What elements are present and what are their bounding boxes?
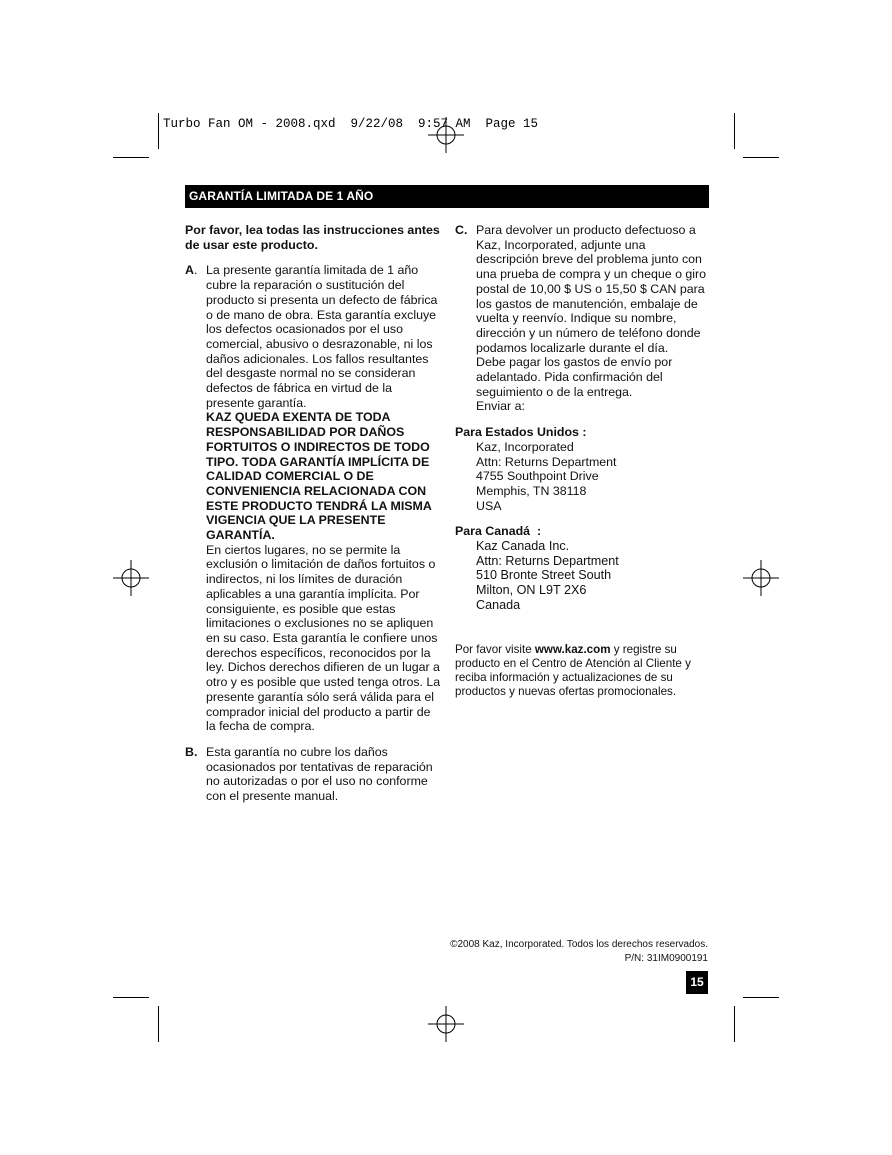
registration-mark-icon — [428, 1006, 464, 1042]
us-address-heading: Para Estados Unidos : — [455, 425, 587, 440]
item-letter: C. — [455, 223, 468, 237]
us-address — [455, 440, 711, 514]
warranty-item-b — [185, 745, 441, 804]
slug-line: Turbo Fan OM - 2008.qxd 9/22/08 9:57 AM Page 15 — [163, 117, 539, 131]
registration-mark-icon — [428, 117, 464, 153]
register-notice: Por favor visite www.kaz.com y registre su producto en el Centro de Atención al Cliente y reciba información y actualizaciones de su productos y nuevas ofertas promocionales. — [455, 642, 691, 699]
address-line: 510 Bronte Street South — [476, 568, 612, 583]
registration-mark-icon — [113, 560, 149, 596]
crop-mark — [743, 157, 779, 158]
crop-mark — [158, 113, 159, 149]
crop-mark — [113, 157, 149, 158]
warranty-item-c — [455, 223, 711, 414]
address-line: Kaz, Incorporated — [476, 439, 574, 454]
item-letter: A. — [185, 263, 198, 278]
section-title: GARANTÍA LIMITADA DE 1 AÑO — [185, 185, 709, 208]
item-c-text: Para devolver un producto defectuoso a Kaz, Incorporated, adjunte una descripción breve del problema junto con una prueba de compra y un cheque o giro postal de 10,00 $ US o 15,50 $ CAN para los gastos de manutención, embalaje de vuelta y reenvío. Indique su nombre, dirección y un número de teléfono donde podamos localizarle durante el día. — [476, 223, 707, 355]
canada-address-heading: Para Canadá : — [455, 524, 542, 539]
website-link[interactable]: www.kaz.com — [534, 642, 611, 656]
shipping-text: Debe pagar los gastos de envío por adelantado. Pida confirmación del seguimiento o de la entrega. — [476, 355, 673, 399]
item-a-text-continued: En ciertos lugares, no se permite la exclusión o limitación de daños fortuitos o indirectos, ni los límites de duración aplicables a una garantía implícita. Por consiguiente, es posible que estas limitaciones o exclusiones no se apliquen en su caso. Esta garantía le confiere unos derechos específicos, reconocidos por la ley. Dichos derechos difieren de un lugar a otro y es posible que usted tenga otros. La presente garantía sólo será válida para el comprador inicial del producto a partir de la fecha de compra. — [206, 542, 441, 734]
item-letter: B. — [185, 744, 198, 759]
right-column — [455, 223, 711, 711]
address-line: USA — [476, 498, 502, 513]
crop-mark — [743, 997, 779, 998]
registration-mark-icon — [743, 560, 779, 596]
address-line: Attn: Returns Department — [476, 454, 617, 469]
canada-address — [455, 539, 711, 613]
crop-mark — [158, 1006, 159, 1042]
item-b-text: Esta garantía no cubre los daños ocasionados por tentativas de reparación no autorizadas o por el uso no conforme con el presente manual. — [206, 744, 433, 804]
crop-mark — [734, 113, 735, 149]
address-line: Milton, ON L9T 2X6 — [476, 583, 587, 598]
crop-mark — [734, 1006, 735, 1042]
intro-text: Por favor, lea todas las instrucciones antes de usar este producto. — [185, 223, 440, 252]
address-line: Memphis, TN 38118 — [476, 483, 587, 498]
warranty-item-a — [185, 263, 441, 734]
footer — [450, 938, 708, 965]
send-to-label: Enviar a: — [476, 399, 525, 414]
address-line: Kaz Canada Inc. — [476, 539, 570, 554]
item-a-text: La presente garantía limitada de 1 año cubre la reparación o sustitución del producto si presenta un defecto de fábrica o de mano de obra. Esta garantía excluye los defectos ocasionados por el uso comercial, abusivo o desrazonable, ni los daños adicionales. Los fallos resultantes del desgaste normal no se consideran defectos de fábrica en virtud de la presente garantía. — [206, 263, 438, 410]
address-line: 4755 Southpoint Drive — [476, 469, 599, 484]
crop-mark — [113, 997, 149, 998]
part-number: P/N: 31IM0900191 — [624, 952, 708, 964]
address-line: Canada — [476, 597, 521, 612]
copyright-text: ©2008 Kaz, Incorporated. Todos los derechos reservados. — [450, 939, 708, 950]
address-line: Attn: Returns Department — [476, 553, 619, 568]
page-number: 15 — [686, 971, 708, 994]
item-a-disclaimer: KAZ QUEDA EXENTA DE TODA RESPONSABILIDAD POR DAÑOS FORTUITOS O INDIRECTOS DE TODO TIPO. TODA GARANTÍA IMPLÍCITA DE CALIDAD COMERCIAL O DE CONVENIENCIA RELACIONADA CON ESTE PRODUCTO TENDRÁ LA MISMA VIGENCIA QUE LA PRESENTE GARANTÍA. — [206, 410, 432, 543]
left-column — [185, 223, 441, 815]
